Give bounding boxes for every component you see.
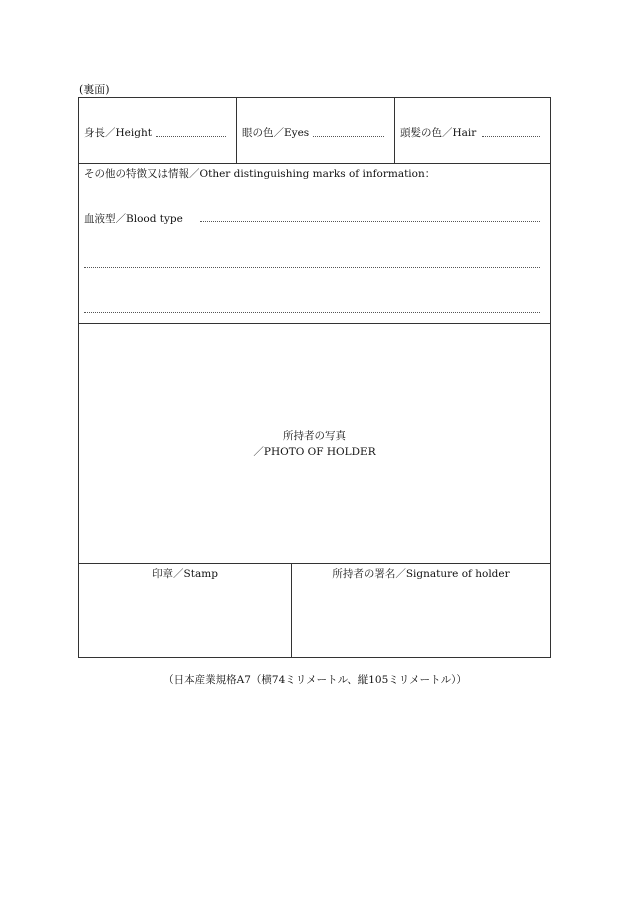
other-info-line-1[interactable] bbox=[84, 267, 540, 268]
photo-caption-english: ／PHOTO OF HOLDER bbox=[253, 446, 376, 458]
photo-caption-japanese: 所持者の写真 bbox=[283, 430, 346, 442]
hair-cell bbox=[395, 98, 550, 163]
eyes-entry-line[interactable] bbox=[313, 136, 384, 137]
height-label: 身長／Height bbox=[84, 127, 152, 139]
hair-label: 頭髪の色／Hair bbox=[400, 127, 477, 139]
signature-box[interactable] bbox=[292, 564, 550, 657]
photo-caption bbox=[79, 428, 550, 460]
other-marks-heading: その他の特徴又は情報／Other distinguishing marks of information： bbox=[84, 168, 436, 180]
blood-type-entry-line[interactable] bbox=[200, 221, 540, 222]
size-specification-note: （日本産業規格A7（横74ミリメートル、縦105ミリメートル）） bbox=[163, 674, 467, 686]
page-side-label: (裏面) bbox=[79, 83, 110, 96]
stamp-label: 印章／Stamp bbox=[152, 568, 218, 580]
eyes-cell bbox=[237, 98, 395, 163]
stamp-box[interactable] bbox=[79, 564, 292, 657]
signature-label: 所持者の署名／Signature of holder bbox=[332, 568, 510, 580]
height-cell bbox=[79, 98, 237, 163]
other-info-line-2[interactable] bbox=[84, 312, 540, 313]
hair-entry-line[interactable] bbox=[482, 136, 540, 137]
stamp-signature-row bbox=[79, 564, 550, 657]
height-entry-line[interactable] bbox=[156, 136, 226, 137]
blood-type-label: 血液型／Blood type bbox=[84, 213, 183, 225]
photo-area bbox=[79, 324, 550, 564]
holder-details-form bbox=[78, 97, 551, 658]
eyes-label: 眼の色／Eyes bbox=[242, 127, 310, 139]
other-information-row bbox=[79, 164, 550, 324]
physical-features-row bbox=[79, 98, 550, 164]
